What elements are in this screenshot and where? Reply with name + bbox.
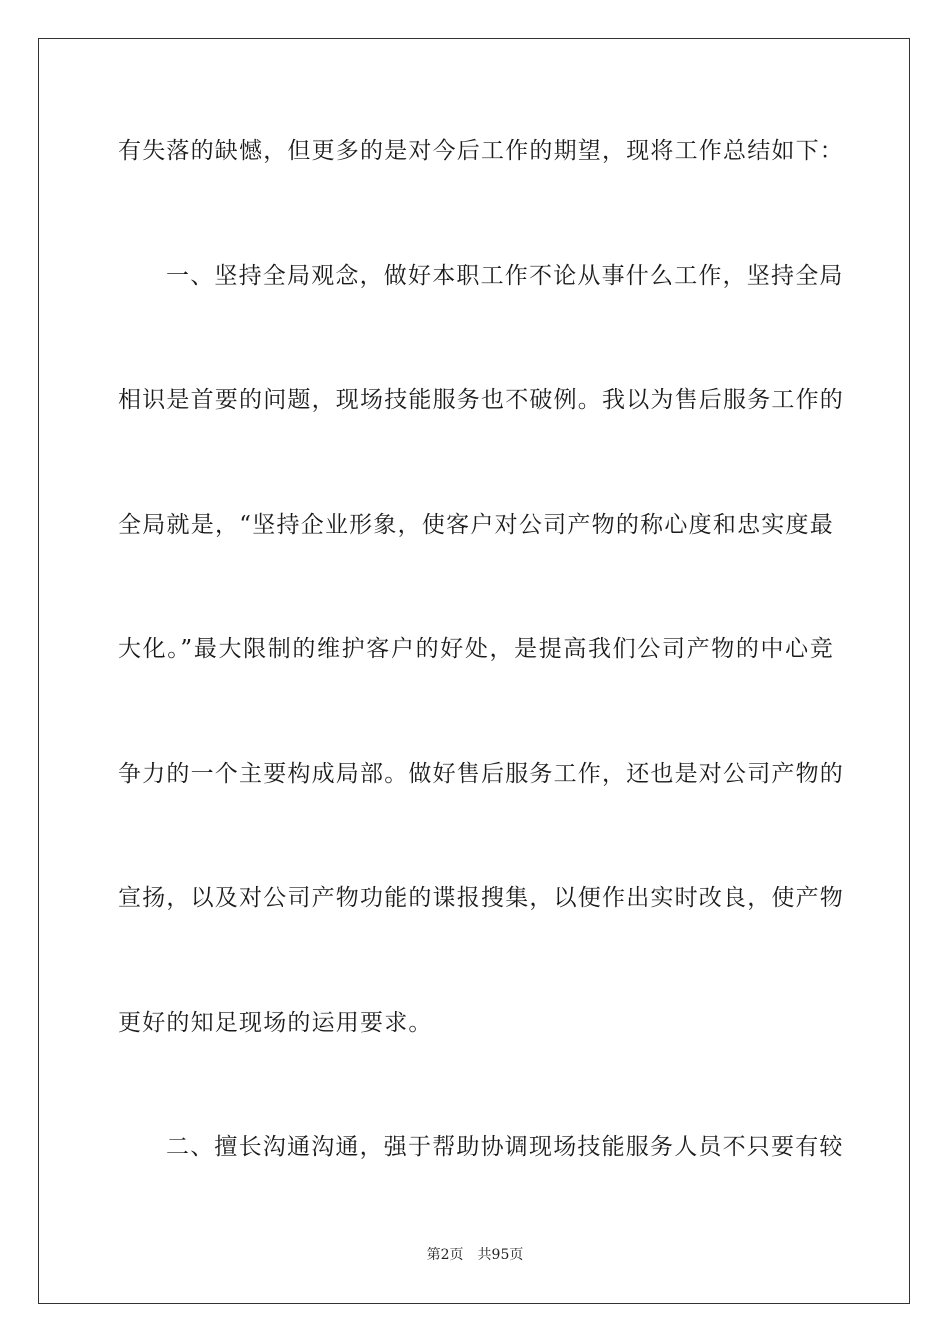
- paragraph-line: 相识是首要的问题，现场技能服务也不破例。我以为售后服务工作的: [118, 387, 844, 413]
- page-border: [38, 38, 910, 1304]
- paragraph-line: 大化。”最大限制的维护客户的好处，是提高我们公司产物的中心竞: [118, 636, 834, 662]
- paragraph-line: 一、坚持全局观念，做好本职工作不论从事什么工作，坚持全局: [166, 263, 844, 289]
- paragraph-line: 二、擅长沟通沟通，强于帮助协调现场技能服务人员不只要有较: [166, 1134, 844, 1160]
- paragraph-line: 争力的一个主要构成局部。做好售后服务工作，还也是对公司产物的: [118, 761, 844, 787]
- paragraph-line: 宣扬，以及对公司产物功能的谍报搜集，以便作出实时改良，使产物: [118, 885, 844, 911]
- page-footer: [0, 1245, 950, 1265]
- page-total: 共95页: [477, 1247, 524, 1263]
- paragraph-line: 全局就是，“坚持企业形象，使客户对公司产物的称心度和忠实度最: [118, 512, 834, 538]
- paragraph-line: 有失落的缺憾，但更多的是对今后工作的期望，现将工作总结如下：: [118, 138, 844, 164]
- page-number: 第2页: [426, 1247, 464, 1263]
- paragraph-line: 更好的知足现场的运用要求。: [118, 1010, 433, 1036]
